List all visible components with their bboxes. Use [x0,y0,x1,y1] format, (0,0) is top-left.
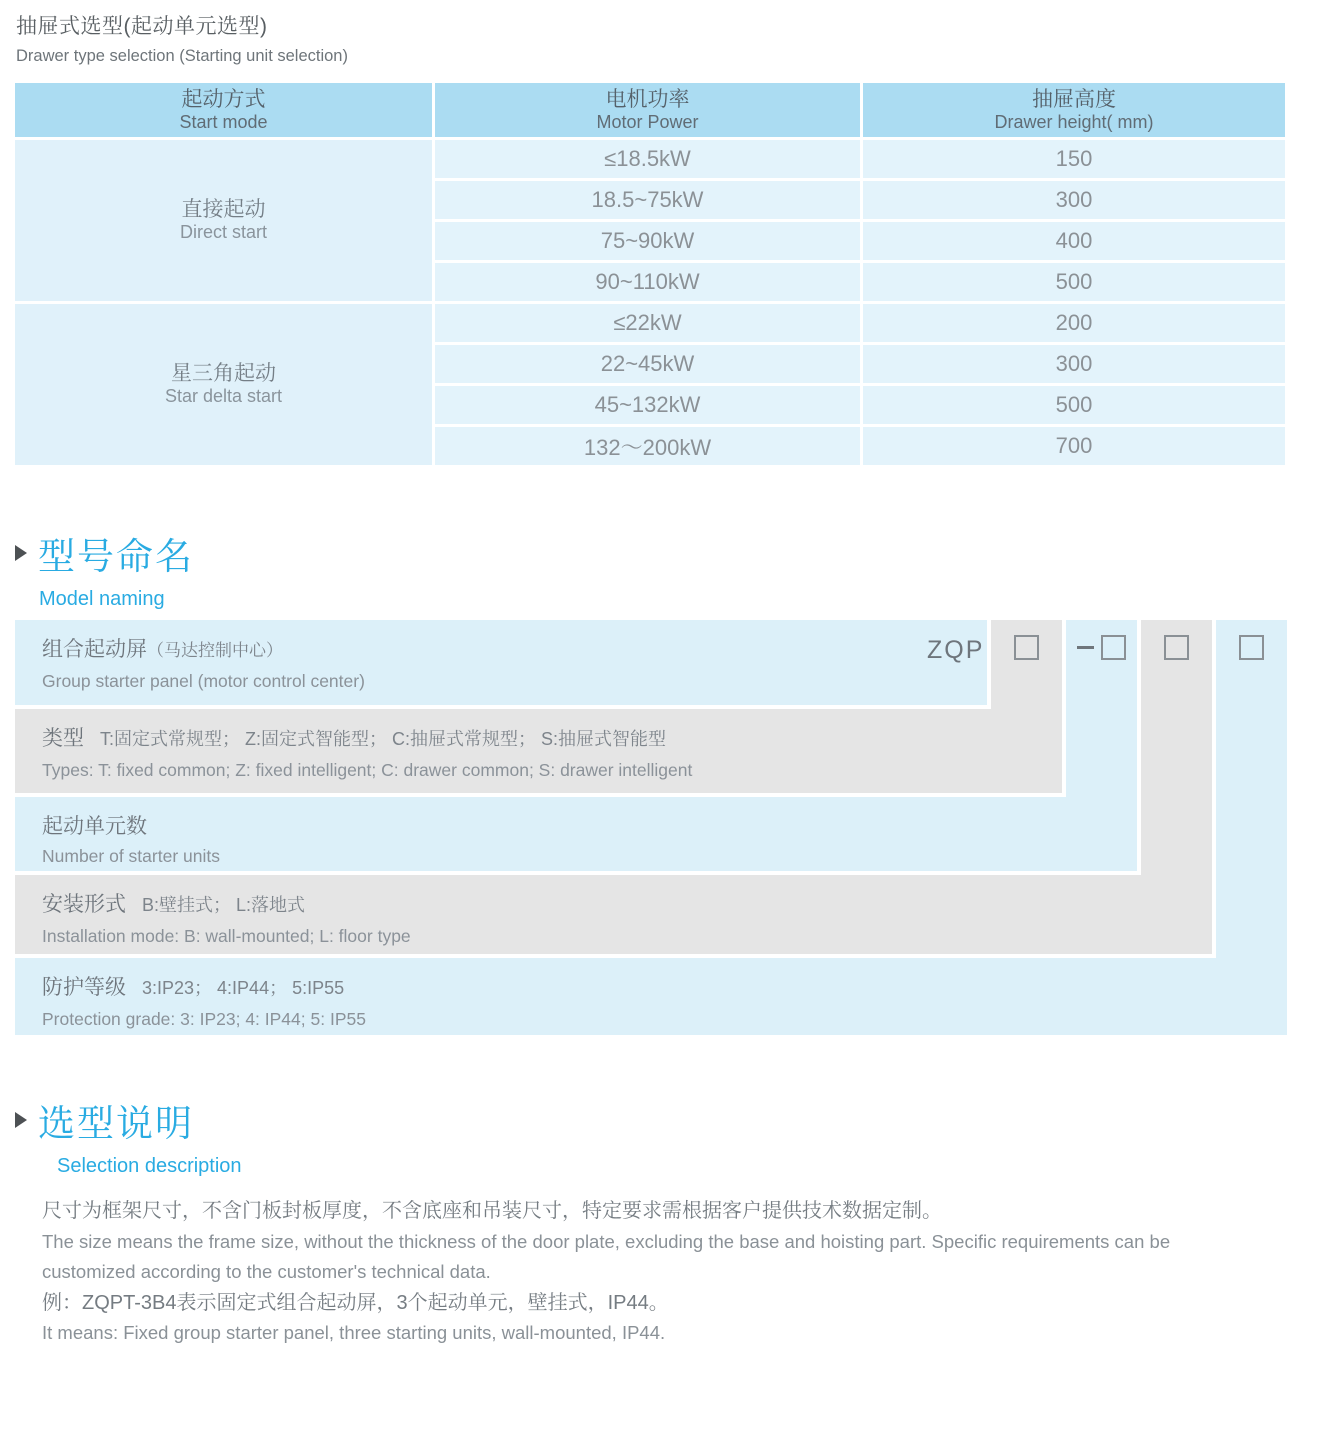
note-line: It means: Fixed group starter panel, three starting units, wall-mounted, IP44. [42,1322,666,1343]
section-arrow-icon [15,1112,27,1128]
model-naming-title-zh: 型号命名 [38,536,194,577]
group-starter-panel-paren: （马达控制中心） [147,641,283,660]
power-cell: 22~45kW [435,345,860,383]
unit-count-code-box [1101,635,1126,660]
page-title-en: Drawer type selection (Starting unit selection) [16,47,348,65]
note-line: customized according to the customer's technical data. [42,1261,491,1282]
type-en: Types: T: fixed common; Z: fixed intelligent; C: drawer common; S: drawer intelligent [42,760,693,780]
header-motor-power-en: Motor Power [596,111,699,132]
section-arrow-icon [15,545,27,561]
direct-start-en: Direct start [179,222,267,242]
group-starter-panel-zh: 组合起动屏 [42,638,147,661]
power-cell: 45~132kW [435,386,860,424]
protection-code-box [1239,635,1264,660]
power-cell: 75~90kW [435,222,860,260]
page-title-zh: 抽屉式选型(起动单元选型) [16,15,268,38]
protection-en: Protection grade: 3: IP23; 4: IP44; 5: IP55 [42,1009,366,1029]
height-cell: 700 [863,427,1285,465]
type-code-box [1014,635,1039,660]
height-cell: 150 [863,140,1285,178]
selection-notes [42,1196,1292,1349]
section-model-naming-heading [15,526,194,611]
header-start-mode-zh: 起动方式 [181,87,266,111]
unit-count-en: Number of starter units [42,846,220,866]
group-cell-star-delta-start [15,304,432,465]
header-motor-power-zh: 电机功率 [605,87,690,111]
power-cell: 18.5~75kW [435,181,860,219]
model-naming-title-en: Model naming [39,588,165,610]
power-cell: ≤22kW [435,304,860,342]
height-cell: 500 [863,263,1285,301]
section-selection-description-heading [15,1093,242,1178]
document-header [16,10,348,66]
header-drawer-height-zh: 抽屉高度 [1032,87,1116,111]
height-cell: 500 [863,386,1285,424]
column-header-drawer-height [863,83,1285,137]
selection-description-title-zh: 选型说明 [38,1103,194,1144]
height-cell: 300 [863,345,1285,383]
column-header-start-mode [15,83,432,137]
row-installation [15,875,1212,954]
installation-en: Installation mode: B: wall-mounted; L: floor type [42,926,411,946]
installation-detail-zh: B:壁挂式； L:落地式 [142,895,306,915]
power-cell: 132～200kW [435,427,860,465]
direct-start-zh: 直接起动 [181,198,266,221]
height-cell: 300 [863,181,1285,219]
type-detail-zh: T:固定式常规型； Z:固定式智能型； C:抽屉式常规型； S:抽屉式智能型 [100,729,667,749]
note-line: The size means the frame size, without the thickness of the door plate, excluding the base and hoisting part. Specific requirements can be [42,1230,1171,1252]
group-starter-panel-en: Group starter panel (motor control center) [42,671,365,691]
row-unit-count [15,797,1137,871]
drawer-selection-table [15,83,1285,465]
unit-count-label-zh: 起动单元数 [42,815,147,838]
dash-separator [1077,646,1094,649]
row-protection [15,958,1287,1035]
protection-label-zh: 防护等级 [42,976,126,999]
height-cell: 400 [863,222,1285,260]
installation-label-zh: 安装形式 [42,893,126,916]
power-cell: 90~110kW [435,263,860,301]
row-type [15,709,1062,793]
model-naming-diagram [15,620,1287,1035]
header-start-mode-en: Start mode [179,111,268,132]
protection-detail-zh: 3:IP23； 4:IP44； 5:IP55 [142,978,345,998]
dash-and-box [1077,635,1126,660]
height-cell: 200 [863,304,1285,342]
header-drawer-height-en: Drawer height( mm) [994,111,1154,132]
note-line: 尺寸为框架尺寸，不含门板封板厚度，不含底座和吊装尺寸，特定要求需根据客户提供技术数据定制。 [42,1200,942,1222]
power-cell: ≤18.5kW [435,140,860,178]
row-group-starter-panel [15,620,987,705]
column-header-motor-power [435,83,860,137]
star-delta-start-zh: 星三角起动 [171,362,276,385]
type-label-zh: 类型 [42,727,84,750]
model-code-zqp: ZQP [927,636,985,664]
star-delta-start-en: Star delta start [164,386,283,406]
installation-code-box [1164,635,1189,660]
selection-description-title-en: Selection description [57,1155,242,1177]
note-line: 例：ZQPT-3B4表示固定式组合起动屏，3个起动单元，壁挂式，IP44。 [42,1291,669,1314]
group-cell-direct-start [15,140,432,301]
